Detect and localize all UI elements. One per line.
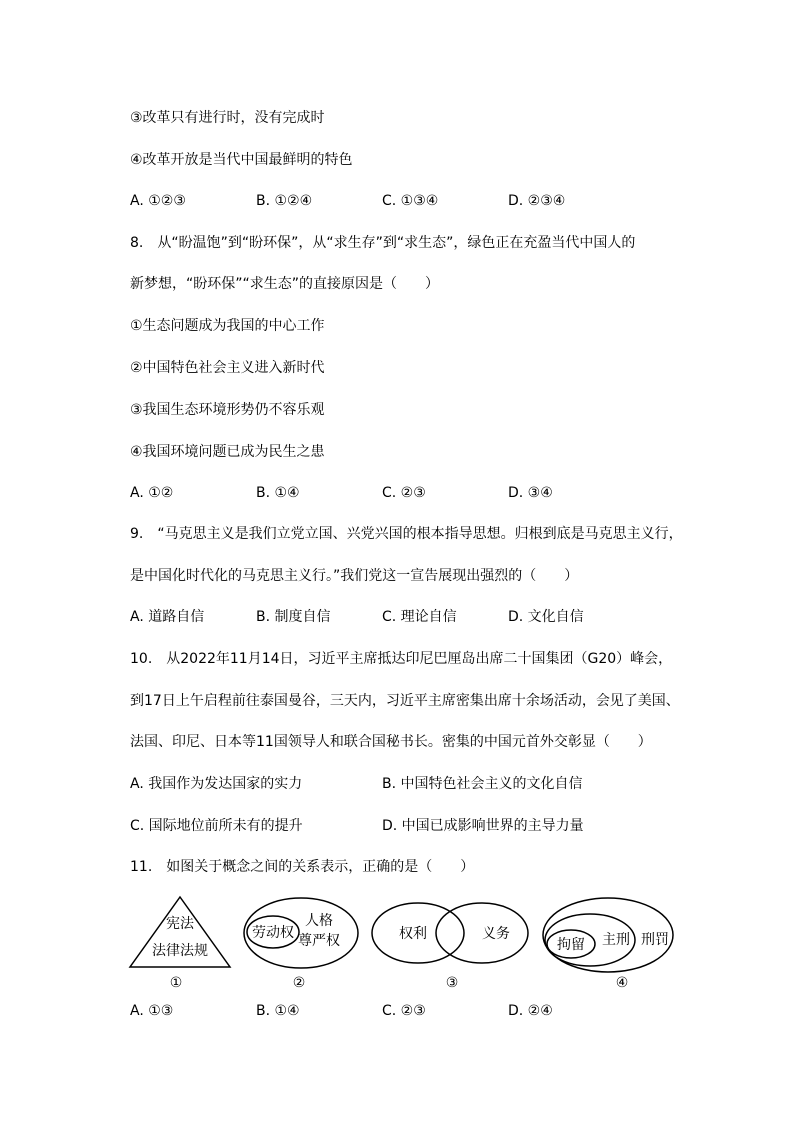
q11-options bbox=[130, 1001, 650, 1021]
fig4-number: ④ bbox=[615, 975, 629, 991]
q11-option-b[interactable]: B. ①④ bbox=[256, 1003, 300, 1019]
q9-stem-line2: 是中国化时代化的马克思主义行。”我们党这一宣告展现出强烈的（ ） bbox=[130, 568, 579, 584]
q11-stem: 11. 如图关于概念之间的关系表示，正确的是（ ） bbox=[130, 859, 475, 875]
q8-option-a[interactable]: A. ①② bbox=[130, 485, 174, 501]
q9-option-b[interactable]: B. 制度自信 bbox=[256, 609, 331, 625]
fig4-inner-label: 拘留 bbox=[557, 937, 585, 953]
fig1-number: ① bbox=[169, 975, 183, 991]
q11-option-a[interactable]: A. ①③ bbox=[130, 1003, 174, 1019]
q8-statement-4: ④我国环境问题已成为民生之患 bbox=[130, 444, 325, 460]
q8-statement-2: ②中国特色社会主义进入新时代 bbox=[130, 360, 325, 376]
q9-options bbox=[130, 607, 650, 627]
q9-stem-line1: 9. “马克思主义是我们立党立国、兴党兴国的根本指导思想。归根到底是马克思主义行， bbox=[130, 526, 683, 542]
q7-statement-3: ③改革只有进行时，没有完成时 bbox=[130, 110, 325, 126]
q8-stem-line1: 8. 从“盼温饱”到“盼环保”，从“求生存”到“求生态”，绿色正在充盈当代中国人的 bbox=[130, 235, 636, 251]
figure-4-nested bbox=[540, 893, 680, 995]
q7-option-c[interactable]: C. ①③④ bbox=[382, 193, 439, 209]
q10-option-c[interactable]: C. 国际地位前所未有的提升 bbox=[130, 818, 303, 834]
q8-stem-line2: 新梦想，“盼环保”“求生态”的直接原因是（ ） bbox=[130, 276, 440, 292]
q10-stem-line3: 法国、印尼、日本等11国领导人和联合国秘书长。密集的中国元首外交彰显（ ） bbox=[130, 734, 652, 750]
figure-3-overlap bbox=[370, 895, 538, 995]
figure-2-nested bbox=[242, 895, 366, 995]
fig2-outer-label-line1: 人格 bbox=[305, 913, 333, 929]
q11-option-c[interactable]: C. ②③ bbox=[382, 1003, 426, 1019]
figure-1-triangle bbox=[128, 895, 232, 995]
fig1-bottom-label: 法律法规 bbox=[152, 943, 208, 959]
q10-option-a[interactable]: A. 我国作为发达国家的实力 bbox=[130, 776, 303, 792]
fig3-left-label: 权利 bbox=[399, 926, 427, 942]
q7-options bbox=[130, 191, 650, 211]
q10-option-b[interactable]: B. 中国特色社会主义的文化自信 bbox=[382, 776, 583, 792]
q10-stem-line1: 10. 从2022年11月14日，习近平主席抵达印尼巴厘岛出席二十国集团（G20）峰会， bbox=[130, 651, 673, 667]
fig1-top-label: 宪法 bbox=[166, 916, 194, 932]
q10-option-d[interactable]: D. 中国已成影响世界的主导力量 bbox=[382, 818, 584, 834]
q9-option-c[interactable]: C. 理论自信 bbox=[382, 609, 457, 625]
fig4-middle-label: 主刑 bbox=[602, 932, 630, 948]
fig2-outer-label-line2: 尊严权 bbox=[298, 933, 340, 949]
q8-option-b[interactable]: B. ①④ bbox=[256, 485, 300, 501]
fig3-number: ③ bbox=[445, 975, 459, 991]
q8-option-c[interactable]: C. ②③ bbox=[382, 485, 426, 501]
q8-option-d[interactable]: D. ③④ bbox=[508, 485, 553, 501]
q7-option-d[interactable]: D. ②③④ bbox=[508, 193, 566, 209]
fig3-right-label: 义务 bbox=[482, 926, 510, 942]
q10-options-row2 bbox=[130, 816, 650, 836]
q10-stem-line2: 到17日上午启程前往泰国曼谷，三天内，习近平主席密集出席十余场活动，会见了美国、 bbox=[130, 693, 680, 709]
q7-statement-4: ④改革开放是当代中国最鲜明的特色 bbox=[130, 152, 353, 168]
q8-statement-1: ①生态问题成为我国的中心工作 bbox=[130, 318, 325, 334]
q9-option-d[interactable]: D. 文化自信 bbox=[508, 609, 584, 625]
fig4-outer-label: 刑罚 bbox=[641, 932, 669, 948]
q10-options-row1 bbox=[130, 774, 650, 794]
q7-option-a[interactable]: A. ①②③ bbox=[130, 193, 186, 209]
fig2-number: ② bbox=[292, 975, 306, 991]
q8-statement-3: ③我国生态环境形势仍不容乐观 bbox=[130, 402, 325, 418]
q11-option-d[interactable]: D. ②④ bbox=[508, 1003, 553, 1019]
q8-options bbox=[130, 483, 650, 503]
q9-option-a[interactable]: A. 道路自信 bbox=[130, 609, 205, 625]
fig2-inner-label: 劳动权 bbox=[252, 925, 294, 941]
q7-option-b[interactable]: B. ①②④ bbox=[256, 193, 313, 209]
